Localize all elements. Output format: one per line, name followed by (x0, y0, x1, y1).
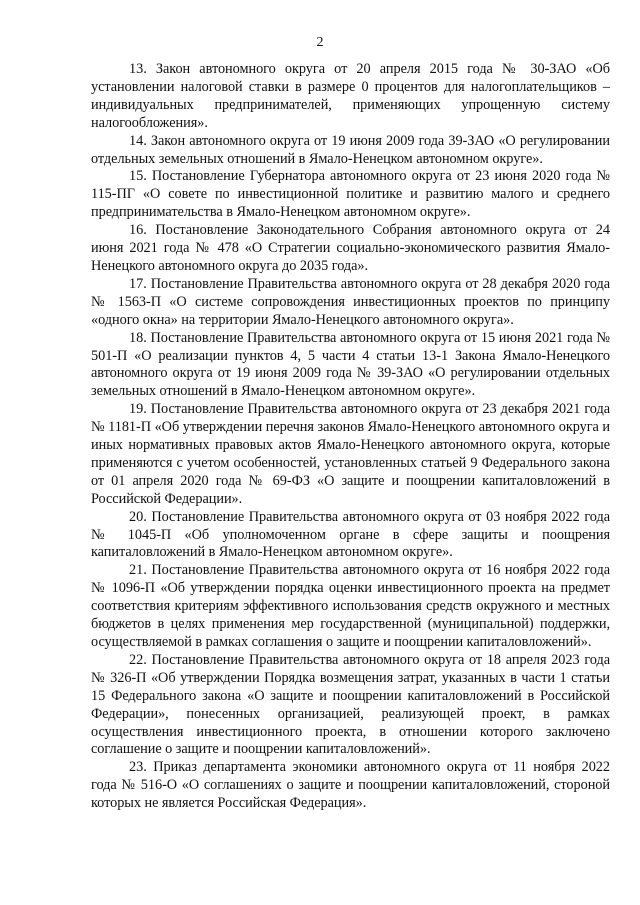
list-item: 15. Постановление Губернатора автономного округа от 23 июня 2020 года № 115-ПГ «О совете по инвестиционной политике и развитию малого и среднего предпринимательства в Ямало-Ненецком автономном округе». (91, 168, 610, 221)
list-item: 16. Постановление Законодательного Собрания автономного округа от 24 июня 2021 года № 478 «О Стратегии социально-экономического развития Ямало-Ненецкого автономного округа до 2035 года». (91, 222, 610, 274)
list-item: 14. Закон автономного округа от 19 июня 2009 года 39-ЗАО «О регулировании отдельных земельных отношений в Ямало-Ненецком автономном округе». (91, 132, 610, 167)
list-item: 20. Постановление Правительства автономного округа от 03 ноября 2022 года № 1045-П «Об уполномоченном органе в сфере защиты и поощрения капиталовложений в Ямало-Ненецком автономном округе». (91, 508, 610, 561)
list-item: 18. Постановление Правительства автономного округа от 15 июня 2021 года № 501-П «О реализации пунктов 4, 5 части 4 статьи 13-1 Закона Ямало-Ненецкого автономного округа от 19 июня 2009 года № 39-ЗАО «О регулировании отдельных земельных отношений в Ямало-Ненецком автономном округе». (91, 329, 610, 400)
list-item: 21. Постановление Правительства автономного округа от 16 ноября 2022 года № 1096-П «Об утверждении порядка оценки инвестиционного проекта на предмет соответствия критериям эффективного использования средств окружного и местных бюджетов в целях применения мер государственной (муниципальной) поддержки, осуществляемой в рамках соглашения о защите и поощрении капиталовложений». (91, 562, 610, 650)
list-item: 22. Постановление Правительства автономного округа от 18 апреля 2023 года № 326-П «Об утверждении Порядка возмещения затрат, указанных в части 1 статьи 15 Федерального закона «О защите и поощрении капиталовложений в Российской Федерации», понесенных организацией, реализующей проект, в рамках осуществления инвестиционного проекта, в отношении которого заключено соглашение о защите и поощрении капиталовложений». (91, 651, 610, 758)
page-number: 2 (316, 35, 324, 50)
list-item: 19. Постановление Правительства автономного округа от 23 декабря 2021 года № 1181-П «Об утверждении перечня законов Ямало-Ненецкого автономного округа и иных нормативных правовых актов Ямало-Ненецкого автономного округа, которые применяются с учетом особенностей, установленных статьей 9 Федерального закона от 01 апреля 2020 года № 69-ФЗ «О защите и поощрении капиталовложений в Российской Федерации». (91, 401, 610, 507)
legal-acts-list (91, 61, 610, 813)
list-item: 17. Постановление Правительства автономного округа от 28 декабря 2020 года № 1563-П «О системе сопровождения инвестиционных проектов по принципу «одного окна» на территории Ямало-Ненецкого автономного округа». (91, 275, 610, 328)
list-item: 23. Приказ департамента экономики автономного округа от 11 ноября 2022 года № 516-О «О соглашениях о защите и поощрении капиталовложений, стороной которых не является Российская Федерация». (91, 759, 610, 812)
list-item: 13. Закон автономного округа от 20 апреля 2015 года № 30-ЗАО «Об установлении налоговой ставки в размере 0 процентов для налогоплательщиков – индивидуальных предпринимателей, применяющих упрощенную систему налогообложения». (91, 61, 610, 131)
